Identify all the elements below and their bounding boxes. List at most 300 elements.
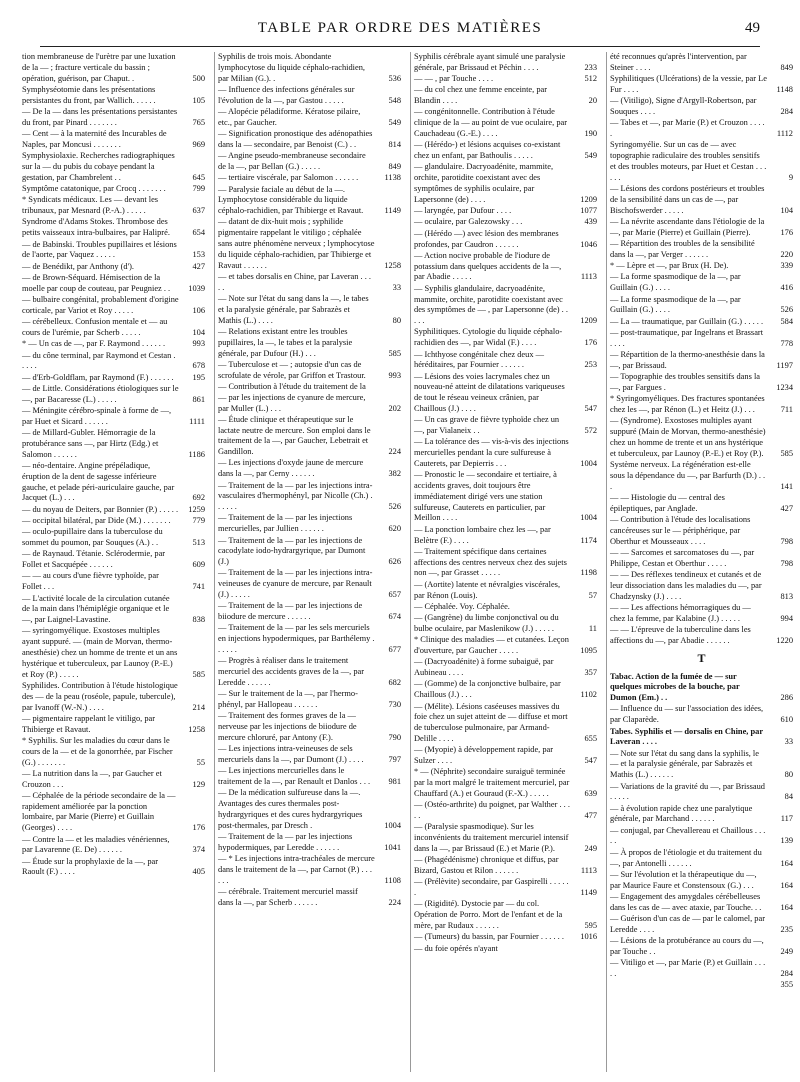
index-entry	[218, 887, 401, 909]
index-entry	[414, 855, 597, 877]
index-entry	[414, 944, 597, 955]
entry-text: — (Ostéo-arthrite) du poignet, par Walther . . . . .	[414, 800, 570, 820]
index-entry	[610, 394, 793, 416]
index-entry	[22, 714, 205, 736]
entry-page-ref: 214	[192, 702, 205, 712]
index-entry	[414, 800, 597, 822]
entry-page-ref: 1149	[384, 206, 401, 216]
entry-page-ref: 1258	[384, 260, 401, 270]
entry-page-ref: 153	[192, 250, 205, 260]
entry-text: — syringomyélique. Exostoses multiples ayant suppuré. — (main de Morvan, thermo-anesthésie) chez un homme de trente et un ans hystérique et tuberculeux, par Launoy (P.-E.) et Roy (P.) . . . . .	[22, 626, 178, 679]
entry-text: — Paralysie faciale au début de la —. Lymphocytose considérable du liquide céphalo-rachidien, par Thibierge et Ravaut.	[218, 184, 364, 216]
entry-text: — et tabes dorsalis en Chine, par Laveran . . . . .	[218, 271, 372, 292]
entry-text: — Cent — à la maternité des Incurables de Naples, par Moncusi . . . . . . .	[22, 129, 167, 149]
entry-page-ref: 993	[192, 339, 205, 349]
index-entry	[414, 140, 597, 162]
entry-text: — Contre la — et les maladies vénériennes, par Lavarenne (E. De) . . . . . .	[22, 834, 170, 855]
entry-text: — (Vitiligo), Signe d'Argyll-Robertson, par Souques . . . .	[610, 96, 757, 116]
entry-page-ref: 548	[388, 95, 401, 105]
index-entry	[610, 672, 793, 704]
entry-text: — Tuberculose et — ; autopsie d'un cas de scrofulate de vérole, par Griffon et Trastour.	[218, 359, 366, 380]
index-entry	[22, 107, 205, 129]
entry-text: — Les injections d'oxyde jaune de mercure dans la —, par Cerny . . . . . .	[218, 458, 364, 479]
index-entry	[610, 570, 793, 602]
entry-text: * Syndicats médicaux. Les — devant les tribunaux, par Mesnard (P.-A.) . . . . .	[22, 195, 159, 216]
index-entry	[414, 877, 597, 899]
entry-text: — Engagement des amygdales cérébelleuses dans les cas de — avec ataxie, par Touche. . .	[610, 891, 762, 912]
entry-text: — Traitement de la — par les injections intra-vasculaires d'hermophényl, par Nicolle (Ch.) . . . . . .	[218, 480, 373, 512]
entry-page-ref: 620	[388, 524, 401, 534]
index-entry	[22, 461, 205, 504]
index-entry	[610, 295, 793, 317]
entry-text: — De la médication sulfureuse dans la —. Avantages des cures thermales post-hydrargyriques et des cures hydrargyriques post-thermales, par Dresch .	[218, 788, 363, 830]
entry-page-ref: 1111	[189, 416, 205, 426]
entry-text: — Traitement spécifique dans certaines affections des centres nerveux chez des sujets non —, par Grasset . . . . .	[414, 546, 567, 578]
entry-text: — — Sarcomes et sarcomatoses du —, par Philippe, Cestan et Oberthur . . . . .	[610, 547, 755, 568]
index-entry	[218, 458, 401, 480]
entry-page-ref: 105	[192, 95, 205, 105]
index-entry	[22, 217, 205, 239]
index-entry	[610, 804, 793, 826]
entry-text: — Traitement des formes graves de la — nerveuse par les injections de biiodure de mercure chloruré, par Antony (F.).	[218, 711, 357, 742]
index-entry	[22, 129, 205, 151]
entry-text: Symphysiolaxie. Recherches radiographiques sur la — du pubis du cobaye pendant la gestation, par Chambrelent . .	[22, 151, 175, 182]
entry-page-ref: 1174	[580, 535, 597, 545]
entry-page-ref: 512	[584, 74, 597, 84]
entry-page-ref: 106	[192, 305, 205, 315]
entry-page-ref: 682	[388, 677, 401, 687]
entry-text: Syphilis cérébrale ayant simulé une paralysie générale, par Brissaud et Péchin . . . .	[414, 52, 566, 72]
entry-page-ref: 730	[388, 700, 401, 710]
page-title: TABLE PAR ORDRE DES MATIÈRES	[257, 20, 543, 36]
entry-text: — Variations de la gravité du —, par Brissaud . . . . .	[610, 781, 765, 802]
index-entry	[218, 601, 401, 623]
entry-text: — Lésions de la protubérance au cours du —, par Touche . .	[610, 936, 764, 956]
entry-text: — congénitonnelle. Contribution à l'étude clinique de la — au point de vue oculaire, par Cauchadeau (G.-E.) . . . .	[414, 107, 568, 139]
entry-page-ref: 1041	[384, 842, 401, 852]
entry-page-ref: 585	[780, 448, 793, 458]
entry-text: * Syringomyéliques. Des fractures spontanées chez les —, par Rénon (L.) et Heitz (J.) . . .	[610, 394, 765, 414]
index-entry	[414, 206, 597, 217]
entry-text: Syphilitiques. Cytologie du liquide céphalo-rachidien des —, par Widal (F.) . . . .	[414, 327, 563, 348]
entry-text: — conjugal, par Chevallereau et Chaillous . . . . .	[610, 825, 766, 846]
index-entry	[610, 958, 793, 980]
entry-text: — Ichthyose congénitale chez deux — héréditaires, par Fournier . . . . . .	[414, 349, 544, 370]
entry-text: — Signification pronostique des adénopathies dans la — secondaire, par Benoist (C.) . .	[218, 129, 373, 149]
entry-text: — Étude sur la prophylaxie de la —, par Raoult (F.) . . . .	[22, 856, 159, 877]
entry-text: — Lésions des cordons postérieurs et troubles de la sensibilité dans un cas de —, par Bischofswerder . . . . .	[610, 184, 765, 215]
index-entry	[414, 702, 597, 745]
entry-page-ref: 117	[780, 814, 793, 824]
index-entry	[610, 217, 793, 239]
index-column-3	[414, 52, 597, 955]
entry-text: — de Raynaud. Tétanie. Sclérodermie, par Follet et Sacquépée . . . . . .	[22, 549, 166, 570]
index-entry	[610, 317, 793, 328]
entry-page-ref: 55	[196, 757, 205, 767]
header-rule	[40, 46, 760, 47]
entry-text: — De la — dans les présentations persistantes du front, par Pinard . . . . . . .	[22, 106, 178, 127]
index-entry	[610, 704, 793, 726]
index-entry	[218, 766, 401, 788]
entry-text: — du foie opérés n'ayant	[414, 943, 498, 953]
entry-page-ref: 1197	[776, 360, 793, 370]
index-entry	[610, 328, 793, 350]
entry-page-ref: 11	[588, 623, 597, 633]
entry-text: — néo-dentaire. Angine prépéladique, éruption de la dent de sagesse inférieure gauche, et pelade péri-auriculaire gauche, par Jacquet (L.) . . .	[22, 460, 175, 503]
index-entry	[414, 470, 597, 524]
entry-text: — * Les injections intra-trachéales de mercure dans le traitement de la —, par Carnot (P.) . . . . . .	[218, 854, 375, 885]
entry-page-ref: 1113	[580, 865, 597, 875]
index-entry	[414, 437, 597, 469]
entry-text: — Influence du — sur l'association des idées, par Claparède.	[610, 704, 764, 725]
entry-text: — Angine pseudo-membraneuse secondaire de la —, par Bellan (G.) . . . . .	[218, 151, 366, 171]
entry-page-ref: 104	[780, 205, 793, 215]
index-entry	[414, 85, 597, 107]
entry-text: — Note sur l'état du sang dans la syphilis, le — et la paralysie générale, par Sabrazès et Mathis (L.) . . . . . .	[610, 748, 759, 780]
entry-page-ref: 57	[588, 590, 597, 600]
entry-page-ref: 80	[784, 770, 793, 780]
entry-page-ref: 677	[388, 645, 401, 655]
entry-page-ref: 814	[388, 139, 401, 149]
index-entry	[22, 736, 205, 768]
entry-page-ref: 357	[584, 668, 597, 678]
index-entry	[22, 273, 205, 295]
entry-text: Syringomyélie. Sur un cas de — avec topographie radiculaire des troubles sensitifs et des troubles moteurs, par Huet et Cestan . . . . . .	[610, 140, 767, 182]
entry-text: — (Dacryoadénite) à forme subaiguë, par Aubineau . . . .	[414, 657, 554, 678]
entry-page-ref: 139	[780, 836, 793, 846]
entry-text: — glandulaire. Dacryoadénite, mammite, orchite, parotidite coexistant avec des symptômes de syphilis oculaire, par Lapersonne (de) . . . .	[414, 162, 554, 204]
entry-text: — (Mélite). Lésions caséeuses massives du foie chez un sujet atteint de — diffuse et mort de tuberculose pulmonaire, par Armand-Delille . . . .	[414, 701, 568, 743]
entry-page-ref: 1209	[580, 194, 597, 204]
entry-text: — Progrès à réaliser dans le traitement mercuriel des accidents graves de la —, par Leredde . . . . . .	[218, 656, 365, 687]
entry-text: — Étude clinique et thérapeutique sur le lactate neutre de mercure. Son emploi dans le traitement de la —, par Gaucher, Lebetrait et Gandillon.	[218, 414, 371, 457]
entry-text: — Relations existant entre les troubles pupillaires, la —, le tabes et la paralysie générale, par Dufour (H.) . . .	[218, 326, 353, 358]
index-entry	[414, 162, 597, 205]
entry-page-ref: 9	[788, 172, 793, 182]
index-entry	[414, 251, 597, 283]
entry-text: — tertiaire viscérale, par Salomon . . . . . .	[218, 173, 359, 183]
entry-text: — Répartition des troubles de la sensibilité dans la —, par Verger . . . . . .	[610, 239, 755, 259]
entry-page-ref: 969	[192, 139, 205, 149]
entry-text: — Pronostic le — secondaire et tertiaire, à accidents graves, doit toujours être immédiatement dirigé vers une station sulfureuse, Cauterets en particulier, par Meillon . . . .	[414, 470, 557, 523]
index-entry	[22, 151, 205, 183]
index-entry	[22, 626, 205, 680]
entry-page-ref: 549	[388, 117, 401, 127]
entry-page-ref: 678	[192, 361, 205, 371]
entry-text: Syphilitiques (Ulcérations) de la vessie, par Le Fur . . . .	[610, 74, 767, 94]
entry-text: Symphyséotomie dans les présentations persistantes du front, par Wallich. . . . . .	[22, 84, 156, 105]
entry-page-ref: 1016	[580, 932, 597, 942]
entry-page-ref: 33	[392, 282, 401, 292]
index-entry	[610, 74, 793, 96]
entry-page-ref: 849	[388, 161, 401, 171]
entry-text: — Traitement de la — par les injections mercurielles, par Jullien . . . . . .	[218, 513, 353, 534]
index-entry	[22, 516, 205, 527]
entry-page-ref: 1046	[580, 239, 597, 249]
entry-text: — Sur l'évolution et la thérapeutique du —, par Maurice Faure et Constensoux (G.) . . .	[610, 869, 757, 890]
entry-page-ref: 164	[780, 902, 793, 912]
entry-page-ref: 129	[192, 779, 205, 789]
entry-page-ref: 427	[780, 503, 793, 513]
column-divider	[214, 52, 215, 1072]
entry-text: — — Histologie du — central des épileptiques, par Anglade.	[610, 492, 725, 513]
index-entry	[218, 52, 401, 84]
entry-page-ref: 202	[388, 403, 401, 413]
entry-text: Syphilides. Contribution à l'étude histologique des — de la peau (roséole, papule, tubercule), par Ivanoff (W.-N.) . . . .	[22, 680, 178, 712]
index-entry	[218, 415, 401, 458]
entry-text: — de Babinski. Troubles pupillaires et lésions de l'aorte, par Vaquez . . . . .	[22, 239, 177, 260]
entry-page-ref: 164	[780, 880, 793, 890]
entry-text: * Syphilis. Sur les maladies du cœur dans le cours de la — et de la gonorrhée, par Fischer (G.) . . . . . . .	[22, 735, 173, 767]
entry-text: — (Prélèvite) secondaire, par Gaspirelli . . . . . .	[414, 877, 569, 898]
index-entry	[218, 656, 401, 688]
entry-page-ref: 224	[388, 447, 401, 457]
index-entry	[218, 185, 401, 217]
entry-page-ref: 526	[780, 305, 793, 315]
index-entry	[414, 327, 597, 349]
entry-text: Système nerveux. La régénération est-elle sous la dépendance du —, par Barfurth (D.) . . .	[610, 459, 766, 491]
entry-page-ref: 164	[780, 858, 793, 868]
entry-text: — du cône terminal, par Raymond et Cestan . . . . .	[22, 350, 176, 371]
entry-text: — Répartition de la thermo-anesthésie dans la —, par Brissaud.	[610, 350, 765, 370]
entry-page-ref: 355	[780, 980, 793, 990]
entry-text: — de Benédikt, par Anthony (d').	[22, 261, 134, 271]
index-entry	[610, 782, 793, 804]
index-entry	[610, 52, 793, 74]
index-entry	[22, 791, 205, 834]
entry-page-ref: 637	[192, 206, 205, 216]
index-entry	[218, 788, 401, 831]
index-entry	[218, 832, 401, 854]
index-entry	[22, 857, 205, 879]
entry-page-ref: 765	[192, 117, 205, 127]
index-entry	[218, 173, 401, 184]
index-entry	[22, 373, 205, 384]
entry-text: — — au cours d'une fièvre typhoïde, par Follet . . .	[22, 571, 159, 592]
index-entry	[218, 217, 401, 271]
entry-page-ref: 220	[780, 249, 793, 259]
entry-text: — Contribution à l'étude des localisations cancéreuses sur le — périphérique, par Oberthur et Mousseaux . . . .	[610, 514, 751, 546]
entry-page-ref: 994	[780, 613, 793, 623]
index-entry	[414, 745, 597, 767]
entry-page-ref: 1186	[188, 449, 205, 459]
entry-text: — — Les affections hémorragiques du — chez la femme, par Kalabine (J.) . . . . .	[610, 602, 751, 623]
index-entry	[414, 580, 597, 602]
index-entry	[218, 272, 401, 294]
entry-text: Tabes. Syphilis et — dorsalis en Chine, par Laveran . . . .	[610, 726, 763, 747]
entry-page-ref: 249	[584, 843, 597, 853]
index-entry	[610, 848, 793, 870]
entry-page-ref: 654	[192, 228, 205, 238]
index-entry	[610, 870, 793, 892]
index-entry	[414, 217, 597, 228]
index-entry	[610, 625, 793, 647]
index-entry	[22, 295, 205, 317]
entry-text: — cérébelleux. Confusion mentale et — au cours de l'urémie, par Scherb . . . . .	[22, 317, 168, 337]
entry-page-ref: 799	[192, 184, 205, 194]
entry-page-ref: 585	[192, 669, 205, 679]
entry-text: — Traitement de la — par les injections hypodermiques, par Leredde . . . . . .	[218, 832, 353, 852]
entry-page-ref: 1108	[384, 875, 401, 885]
entry-text: — Lésions des voies lacrymales chez un nouveau-né atteint de dilatations variqueuses de tout le réseau veineux crânien, par Chaillous (J.) . . . .	[414, 371, 565, 413]
entry-text: — Influence des infections générales sur l'évolution de la —, par Gastou . . . . .	[218, 84, 355, 105]
entry-page-ref: 80	[392, 315, 401, 325]
column-divider	[606, 52, 607, 1072]
index-entry	[610, 184, 793, 216]
entry-text: — Tabes et —, par Marie (P.) et Crouzon . . . . .	[610, 118, 765, 139]
entry-text: — — , par Touche . . . .	[414, 74, 494, 84]
index-entry	[610, 914, 793, 936]
entry-page-ref: 1004	[580, 513, 597, 523]
entry-text: — Guérison d'un cas de — par le calomel, par Leredde . . . .	[610, 914, 765, 934]
index-entry	[414, 932, 597, 943]
entry-text: — (Hérédo-) et lésions acquises co-existant chez un enfant, par Bathoulis . . . . .	[414, 140, 561, 161]
entry-text: — d'Erb-Goldflam, par Raymond (F.) . . . . . .	[22, 372, 174, 382]
entry-page-ref: 284	[780, 106, 793, 116]
entry-page-ref: 427	[192, 261, 205, 271]
entry-text: — du noyau de Deiters, par Bonnier (P.) . . . . .	[22, 504, 179, 514]
index-entry	[610, 515, 793, 547]
entry-text: — Note sur l'état du sang dans la —, le tabes et la paralysie générale, par Sabrazès et Mathis (L.) . . . .	[218, 294, 369, 325]
entry-page-ref: 626	[388, 557, 401, 567]
index-entry	[22, 505, 205, 516]
entry-text: — Contribution à l'étude du traitement de la — par les injections de cyanure de mercure, par Muller (L.) . . .	[218, 381, 366, 413]
index-entry	[414, 52, 597, 74]
index-entry	[22, 317, 205, 339]
index-entry	[610, 548, 793, 570]
index-entry	[218, 327, 401, 359]
entry-page-ref: 235	[780, 924, 793, 934]
entry-page-ref: 33	[784, 737, 793, 747]
entry-text: — La névrite ascendante dans l'étiologie de la —, par Marie (Pierre) et Guillain (Pierre).	[610, 216, 765, 237]
entry-text: * — Lèpre et —, par Brux (H. De).	[610, 261, 729, 271]
entry-text: — de Millard-Gubler. Hémorragie de la protubérance sans —, par Hirtz (Edg.) et Salomon . . . . . .	[22, 428, 159, 459]
entry-page-ref: 993	[388, 370, 401, 380]
entry-page-ref: 585	[388, 348, 401, 358]
entry-page-ref: 981	[388, 777, 401, 787]
index-entry	[218, 85, 401, 107]
entry-page-ref: 286	[780, 693, 793, 703]
index-entry	[414, 415, 597, 437]
column-divider	[410, 52, 411, 1072]
entry-text: — La forme spasmodique de la —, par Guillain (G.) . . . .	[610, 294, 741, 315]
index-entry	[414, 899, 597, 931]
entry-text: — Vitiligo et —, par Marie (P.) et Guillain . . . . .	[610, 958, 766, 979]
index-entry	[414, 525, 597, 547]
entry-text: — La nutrition dans la —, par Gaucher et Crouzon . . .	[22, 768, 162, 789]
entry-page-ref: 405	[192, 867, 205, 877]
index-entry	[414, 767, 597, 799]
entry-text: — Action nocive probable de l'iodure de potassium dans quelques accidents de la —, par Abadie . . . . .	[414, 250, 562, 282]
entry-text: — Syphilis glandulaire, dacryoadénite, mammite, orchite, parotidite coexistant avec des symptômes de — , par Lapersonne (de) . . . . .	[414, 283, 568, 326]
index-entry	[414, 229, 597, 251]
entry-page-ref: 711	[780, 405, 793, 414]
index-entry	[22, 428, 205, 460]
index-entry	[218, 711, 401, 743]
entry-text: — (Myopie) à développement rapide, par Sulzer . . . .	[414, 745, 554, 765]
entry-page-ref: 526	[388, 502, 401, 512]
index-entry	[610, 350, 793, 372]
entry-page-ref: 1148	[776, 84, 793, 94]
entry-text: — de Little. Considérations étiologiques sur le —, par Bacaresse (L.) . . . . .	[22, 383, 179, 404]
entry-page-ref: 798	[780, 536, 793, 546]
index-entry	[414, 635, 597, 657]
index-entry	[610, 749, 793, 781]
entry-text: — (Tumeurs) du bassin, par Fournier . . . . . .	[414, 932, 564, 942]
entry-page-ref: 249	[780, 946, 793, 956]
entry-page-ref: 1077	[580, 206, 597, 216]
entry-page-ref: 439	[584, 217, 597, 227]
entry-page-ref: 253	[584, 360, 597, 370]
page-header	[0, 20, 800, 44]
entry-text: — laryngée, par Dufour . . . .	[414, 206, 512, 216]
entry-text: — Les injections mercurielles dans le traitement de la —, par Renault et Danlos . . .	[218, 766, 371, 787]
index-entry	[218, 481, 401, 513]
entry-page-ref: 1039	[188, 283, 205, 293]
entry-page-ref: 1102	[580, 690, 597, 700]
index-entry	[22, 769, 205, 791]
entry-page-ref: 84	[784, 792, 793, 802]
entry-page-ref: 655	[584, 733, 597, 743]
index-entry	[218, 744, 401, 766]
entry-text: * Clinique des maladies — et cutanées. Leçon d'ouverture, par Gaucher . . . . .	[414, 635, 569, 656]
index-entry	[610, 416, 793, 459]
entry-text: — à évolution rapide chez une paralytique générale, par Marchand . . . . . .	[610, 803, 753, 824]
entry-page-ref: 382	[388, 469, 401, 479]
entry-text: — cérébrale. Traitement mercuriel massif dans la —, par Scherb . . . . . .	[218, 887, 358, 907]
entry-page-ref: 176	[780, 227, 793, 237]
entry-text: — Traitement de la — par les injections de biiodure de mercure . . . . . .	[218, 601, 363, 622]
index-entry	[610, 272, 793, 294]
entry-page-ref: 741	[192, 582, 205, 592]
entry-text: — pigmentaire rappelant le vitiligo, par Thibierge et Ravaut.	[22, 713, 156, 734]
entry-text: — (Syndrome). Exostoses multiples ayant suppuré (Main de Morvan, thermo-anesthésie) chez un homme de trente et un ans hystérique et tuberculeux, par Launoy (P.-E.) et Roy (P.).	[610, 416, 766, 458]
entry-text: — La — traumatique, par Guillain (G.) . . . . .	[610, 316, 764, 326]
entry-page-ref: 141	[780, 481, 793, 491]
entry-page-ref: 500	[192, 73, 205, 83]
entry-text: été reconnues qu'après l'intervention, par Steiner . . . .	[610, 52, 747, 72]
index-entry	[414, 350, 597, 372]
entry-page-ref: 1112	[776, 129, 793, 139]
index-entry	[414, 107, 597, 139]
index-entry	[218, 568, 401, 600]
index-entry	[22, 549, 205, 571]
entry-text: — (Rigidité). Dystocie par — du col. Opération de Porro. Mort de l'enfant et de la mère, par Rudaux . . . . . .	[414, 899, 563, 930]
entry-page-ref: 790	[388, 732, 401, 742]
entry-page-ref: 813	[780, 591, 793, 601]
entry-page-ref: 838	[192, 615, 205, 625]
index-entry	[610, 493, 793, 515]
entry-text: Symptôme catatonique, par Crocq . . . . . . .	[22, 184, 166, 194]
index-entry	[414, 657, 597, 679]
entry-text: — de Brown-Séquard. Hémisection de la moelle par coup de couteau, par Peugniez . .	[22, 272, 171, 293]
entry-page-ref: 1259	[188, 504, 205, 514]
entry-text: — (Phagédénisme) chronique et diffus, par Bizard, Gastou et Rilon . . . . . .	[414, 855, 559, 875]
entry-text: — La forme spasmodique de la —, par Guillain (G.) . . . .	[610, 272, 741, 293]
entry-text: — Traitement de la — par les injections de cacodylate iodo-hydrargyrique, par Dumont (J.)	[218, 535, 366, 567]
index-entry	[218, 689, 401, 711]
entry-page-ref: 1113	[580, 272, 597, 282]
entry-page-ref: 104	[192, 327, 205, 337]
entry-page-ref: 692	[192, 493, 205, 503]
entry-text: — — Des réflexes tendineux et cutanés et de leur dissociation dans les maladies du —, par Chadzynsky (J.) . . . .	[610, 569, 762, 601]
index-entry	[610, 372, 793, 394]
index-entry	[218, 107, 401, 129]
entry-page-ref: 477	[584, 810, 597, 820]
entry-page-ref: 20	[588, 96, 597, 106]
index-entry	[218, 129, 401, 151]
index-entry	[610, 603, 793, 625]
